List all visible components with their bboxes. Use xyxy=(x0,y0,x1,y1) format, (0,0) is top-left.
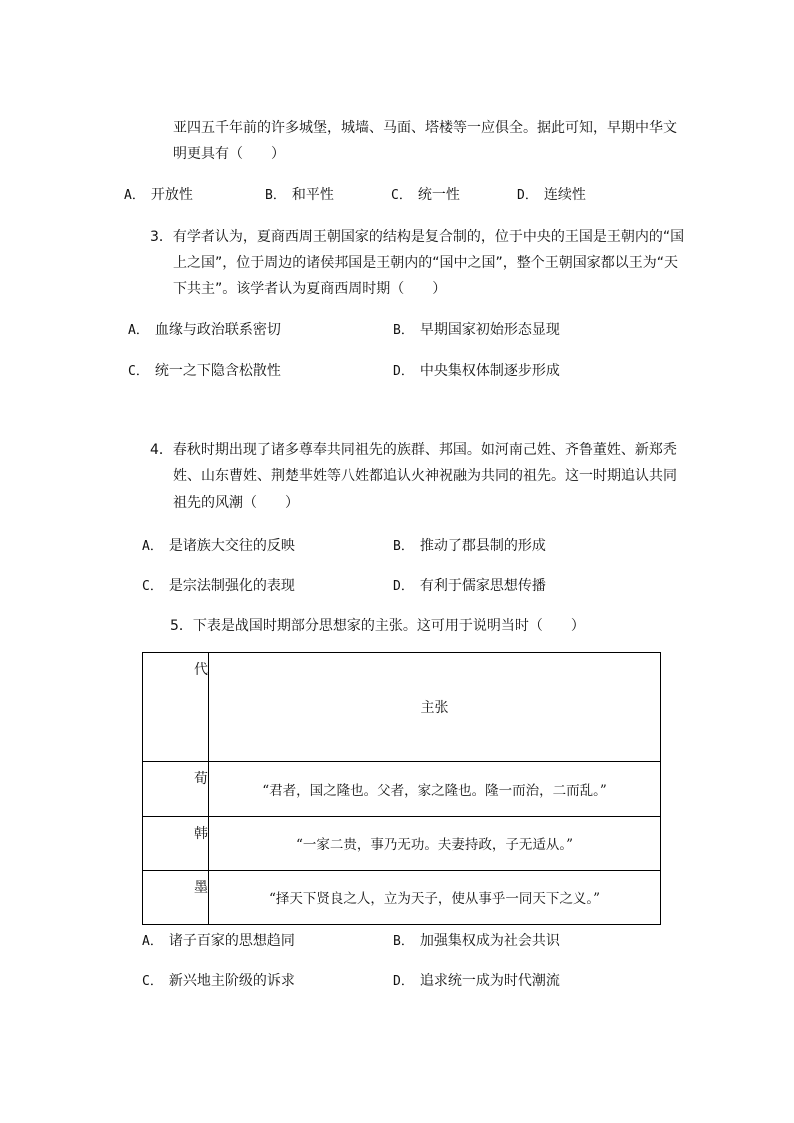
q2-option-b[interactable] xyxy=(265,185,334,206)
q5-option-b[interactable] xyxy=(393,931,560,952)
q2-option-c[interactable] xyxy=(391,185,460,206)
option-text: 加强集权成为社会共识 xyxy=(419,933,560,949)
thinkers-table xyxy=(142,652,661,925)
q3-stem-line-3: 下共主”。该学者认为夏商西周时期（ ） xyxy=(173,281,447,297)
q4-stem-line-3: 祖先的风潮（ ） xyxy=(173,495,299,511)
option-label: D． xyxy=(393,579,414,594)
option-label: D． xyxy=(517,188,538,203)
option-label: C． xyxy=(128,364,149,379)
q2-option-a[interactable] xyxy=(124,185,193,206)
option-text: 是宗法制强化的表现 xyxy=(168,578,295,594)
option-label: B． xyxy=(393,539,414,554)
thinker-name: 韩 xyxy=(143,816,209,870)
option-label: A． xyxy=(142,539,163,554)
q5-stem: 5．下表是战国时期部分思想家的主张。这可用于说明当时（ ） xyxy=(170,618,585,634)
option-text: 血缘与政治联系密切 xyxy=(154,322,281,338)
q2-stem-line-2: 明更具有（ ） xyxy=(173,146,285,162)
option-text: 新兴地主阶级的诉求 xyxy=(168,973,295,989)
thinker-name: 墨 xyxy=(143,870,209,924)
option-label: A． xyxy=(128,323,149,338)
q3-option-c[interactable] xyxy=(128,361,281,382)
q3-option-d[interactable] xyxy=(393,361,560,382)
table-header-view: 主张 xyxy=(209,653,661,762)
option-label: B． xyxy=(265,188,286,203)
q4-option-c[interactable] xyxy=(142,576,295,597)
thinker-name: 荀 xyxy=(143,762,209,816)
option-text: 统一性 xyxy=(417,187,460,203)
thinker-view: “君者，国之隆也。父者，家之隆也。隆一而治，二而乱。” xyxy=(209,762,661,816)
q5-option-a[interactable] xyxy=(142,931,295,952)
q4-stem-line-2: 姓、山东曹姓、荆楚芈姓等八姓都追认火神祝融为共同的祖先。这一时期追认共同 xyxy=(173,468,677,484)
option-label: B． xyxy=(393,934,414,949)
q4-option-b[interactable] xyxy=(393,536,546,557)
table-header-name: 代 xyxy=(143,653,209,762)
q3-stem-line-2: 上之国”，位于周边的诸侯邦国是王朝内的“国中之国”，整个王朝国家都以王为“天 xyxy=(173,255,679,271)
option-text: 和平性 xyxy=(291,187,334,203)
option-text: 推动了郡县制的形成 xyxy=(419,538,546,554)
q3-option-b[interactable] xyxy=(393,320,560,341)
q3-option-a[interactable] xyxy=(128,320,281,341)
table-row xyxy=(143,816,661,870)
option-text: 统一之下隐含松散性 xyxy=(154,363,281,379)
q4-option-a[interactable] xyxy=(142,536,295,557)
table-row xyxy=(143,870,661,924)
option-text: 中央集权体制逐步形成 xyxy=(419,363,560,379)
table-row xyxy=(143,762,661,816)
option-text: 开放性 xyxy=(150,187,193,203)
option-text: 早期国家初始形态显现 xyxy=(419,322,560,338)
q2-option-d[interactable] xyxy=(517,185,586,206)
option-label: C． xyxy=(142,579,163,594)
option-text: 有利于儒家思想传播 xyxy=(419,578,546,594)
thinker-view: “择天下贤良之人，立为天子，使从事乎一同天下之义。” xyxy=(209,870,661,924)
q4-stem-line-1: 4．春秋时期出现了诸多尊奉共同祖先的族群、邦国。如河南己姓、齐鲁董姓、新郑秃 xyxy=(150,442,677,458)
q2-stem-line-1: 亚四五千年前的许多城堡，城墙、马面、塔楼等一应俱全。据此可知，早期中华文 xyxy=(173,120,677,136)
option-text: 连续性 xyxy=(543,187,586,203)
option-text: 追求统一成为时代潮流 xyxy=(419,973,560,989)
thinker-view: “一家二贵，事乃无功。夫妻持政，子无适从。” xyxy=(209,816,661,870)
option-label: D． xyxy=(393,974,414,989)
q3-stem-line-1: 3．有学者认为，夏商西周王朝国家的结构是复合制的，位于中央的王国是王朝内的“国 xyxy=(150,229,685,245)
q5-option-d[interactable] xyxy=(393,971,560,992)
table-header-row xyxy=(143,653,661,762)
option-label: B． xyxy=(393,323,414,338)
option-label: A． xyxy=(124,188,145,203)
option-label: D． xyxy=(393,364,414,379)
option-text: 诸子百家的思想趋同 xyxy=(168,933,295,949)
option-text: 是诸族大交往的反映 xyxy=(168,538,295,554)
q4-option-d[interactable] xyxy=(393,576,546,597)
option-label: A． xyxy=(142,934,163,949)
option-label: C． xyxy=(142,974,163,989)
q5-option-c[interactable] xyxy=(142,971,295,992)
option-label: C． xyxy=(391,188,412,203)
